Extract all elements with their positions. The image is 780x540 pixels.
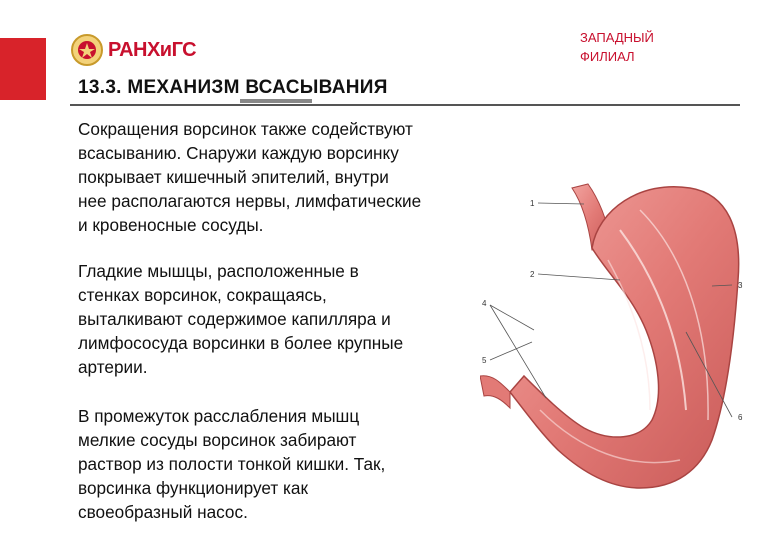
branch-label xyxy=(580,28,690,66)
paragraph-3: В промежуток расслабления мышц мелкие сосуды ворсинок забирают раствор из полости тонкой кишки. Так, ворсинка функционирует как своеобразный насос. xyxy=(78,406,386,522)
label-2: 2 xyxy=(530,270,535,279)
paragraph-1: Сокращения ворсинок также содействуют всасыванию. Снаружи каждую ворсинку покрывает кишечный эпителий, внутри нее располагаются нервы, лимфатические и кровеносные сосуды. xyxy=(78,119,422,235)
label-1: 1 xyxy=(530,199,535,208)
emblem-icon xyxy=(70,33,104,67)
logo-text: РАНХиГС xyxy=(108,38,197,61)
title-underline xyxy=(240,99,312,103)
slide-title: 13.3. МЕХАНИЗМ ВСАСЫВАНИЯ xyxy=(78,77,388,98)
label-4: 4 xyxy=(482,299,487,308)
label-5: 5 xyxy=(482,356,487,365)
branch-label-line2: ФИЛИАЛ xyxy=(580,49,635,64)
branch-label-line1: ЗАПАДНЫЙ xyxy=(580,30,654,45)
label-6: 6 xyxy=(738,413,743,422)
title-rule xyxy=(70,104,740,106)
accent-bar xyxy=(0,38,46,100)
ranepa-logo xyxy=(70,30,196,70)
paragraph-2: Гладкие мышцы, расположенные в стенках ворсинок, сокращаясь, выталкивают содержимое капилляра и лимфососуда ворсинки в более крупные артерии. xyxy=(78,261,404,377)
label-3: 3 xyxy=(738,281,743,290)
stomach-illustration xyxy=(480,170,760,510)
